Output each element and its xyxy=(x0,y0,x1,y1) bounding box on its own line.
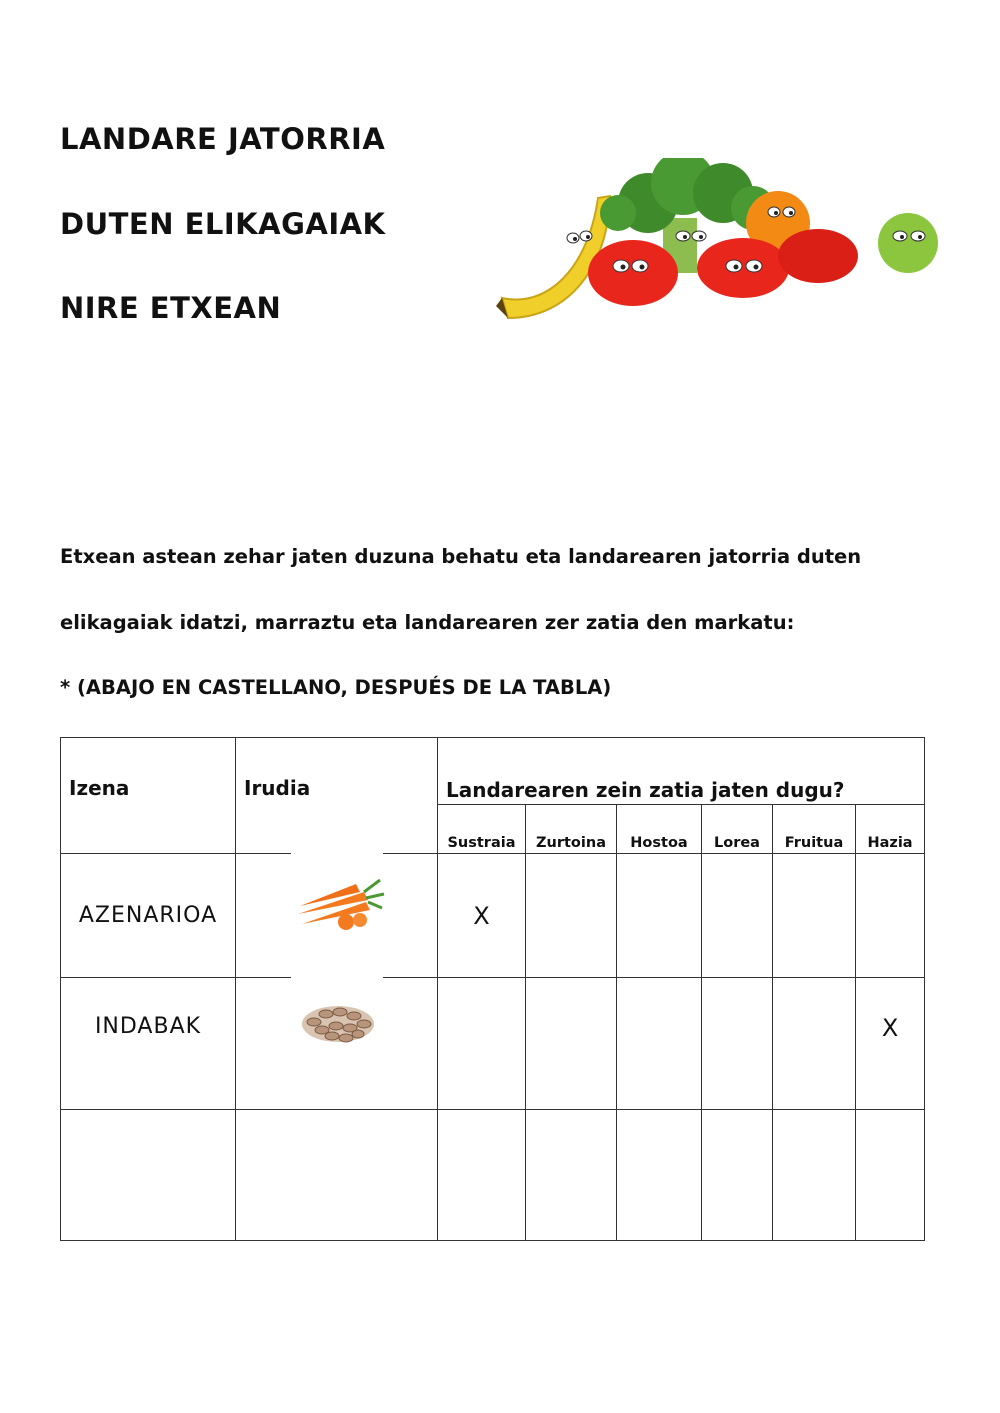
vegetables-fruits-cartoon-icon xyxy=(478,158,948,328)
mark-cell[interactable]: X xyxy=(856,978,925,1110)
mark-cell[interactable] xyxy=(773,854,856,978)
mark-cell[interactable] xyxy=(856,854,925,978)
mark-cell[interactable] xyxy=(526,854,617,978)
header-part-flower: Lorea xyxy=(702,805,773,854)
title-line-1: LANDARE JATORRIA xyxy=(60,122,386,156)
mark-cell[interactable] xyxy=(526,1110,617,1241)
header-name: Izena xyxy=(61,738,236,854)
header-part-seed: Hazia xyxy=(856,805,925,854)
mark-cell[interactable] xyxy=(702,1110,773,1241)
mark-cell[interactable] xyxy=(856,1110,925,1241)
header-part-stem: Zurtoina xyxy=(526,805,617,854)
food-name-cell: AZENARIOA xyxy=(61,854,236,978)
table-row xyxy=(61,978,925,1110)
food-name-cell: INDABAK xyxy=(61,978,236,1110)
carrot-icon xyxy=(294,874,386,934)
table-row xyxy=(61,1110,925,1241)
header-plant-part: Landarearen zein zatia jaten dugu? xyxy=(438,738,925,805)
header-image: Irudia xyxy=(236,738,438,854)
mark-cell[interactable] xyxy=(438,978,526,1110)
mark-cell[interactable] xyxy=(702,978,773,1110)
mark-cell[interactable]: X xyxy=(438,854,526,978)
mark-cell[interactable] xyxy=(526,978,617,1110)
mark-cell[interactable] xyxy=(773,978,856,1110)
mark-cell[interactable] xyxy=(617,854,702,978)
beans-icon xyxy=(298,996,378,1050)
food-parts-table xyxy=(60,737,925,1241)
table-row xyxy=(61,854,925,978)
food-image-cell xyxy=(236,978,438,1110)
food-image-cell xyxy=(236,854,438,978)
title-line-2: DUTEN ELIKAGAIAK xyxy=(60,207,386,241)
mark-cell[interactable] xyxy=(773,1110,856,1241)
food-name-cell[interactable] xyxy=(61,1110,236,1241)
header-part-fruit: Fruitua xyxy=(773,805,856,854)
header-part-root: Sustraia xyxy=(438,805,526,854)
instruction-note: * (ABAJO EN CASTELLANO, DESPUÉS DE LA TABLA) xyxy=(60,676,612,699)
mark-cell[interactable] xyxy=(702,854,773,978)
mark-cell[interactable] xyxy=(617,1110,702,1241)
title-line-3: NIRE ETXEAN xyxy=(60,291,282,325)
header-part-leaf: Hostoa xyxy=(617,805,702,854)
mark-cell[interactable] xyxy=(438,1110,526,1241)
food-image-cell[interactable] xyxy=(236,1110,438,1241)
instruction-line-1: Etxean astean zehar jaten duzuna behatu eta landarearen jatorria duten xyxy=(60,545,862,568)
instruction-line-2: elikagaiak idatzi, marraztu eta landarearen zer zatia den markatu: xyxy=(60,611,795,634)
mark-cell[interactable] xyxy=(617,978,702,1110)
